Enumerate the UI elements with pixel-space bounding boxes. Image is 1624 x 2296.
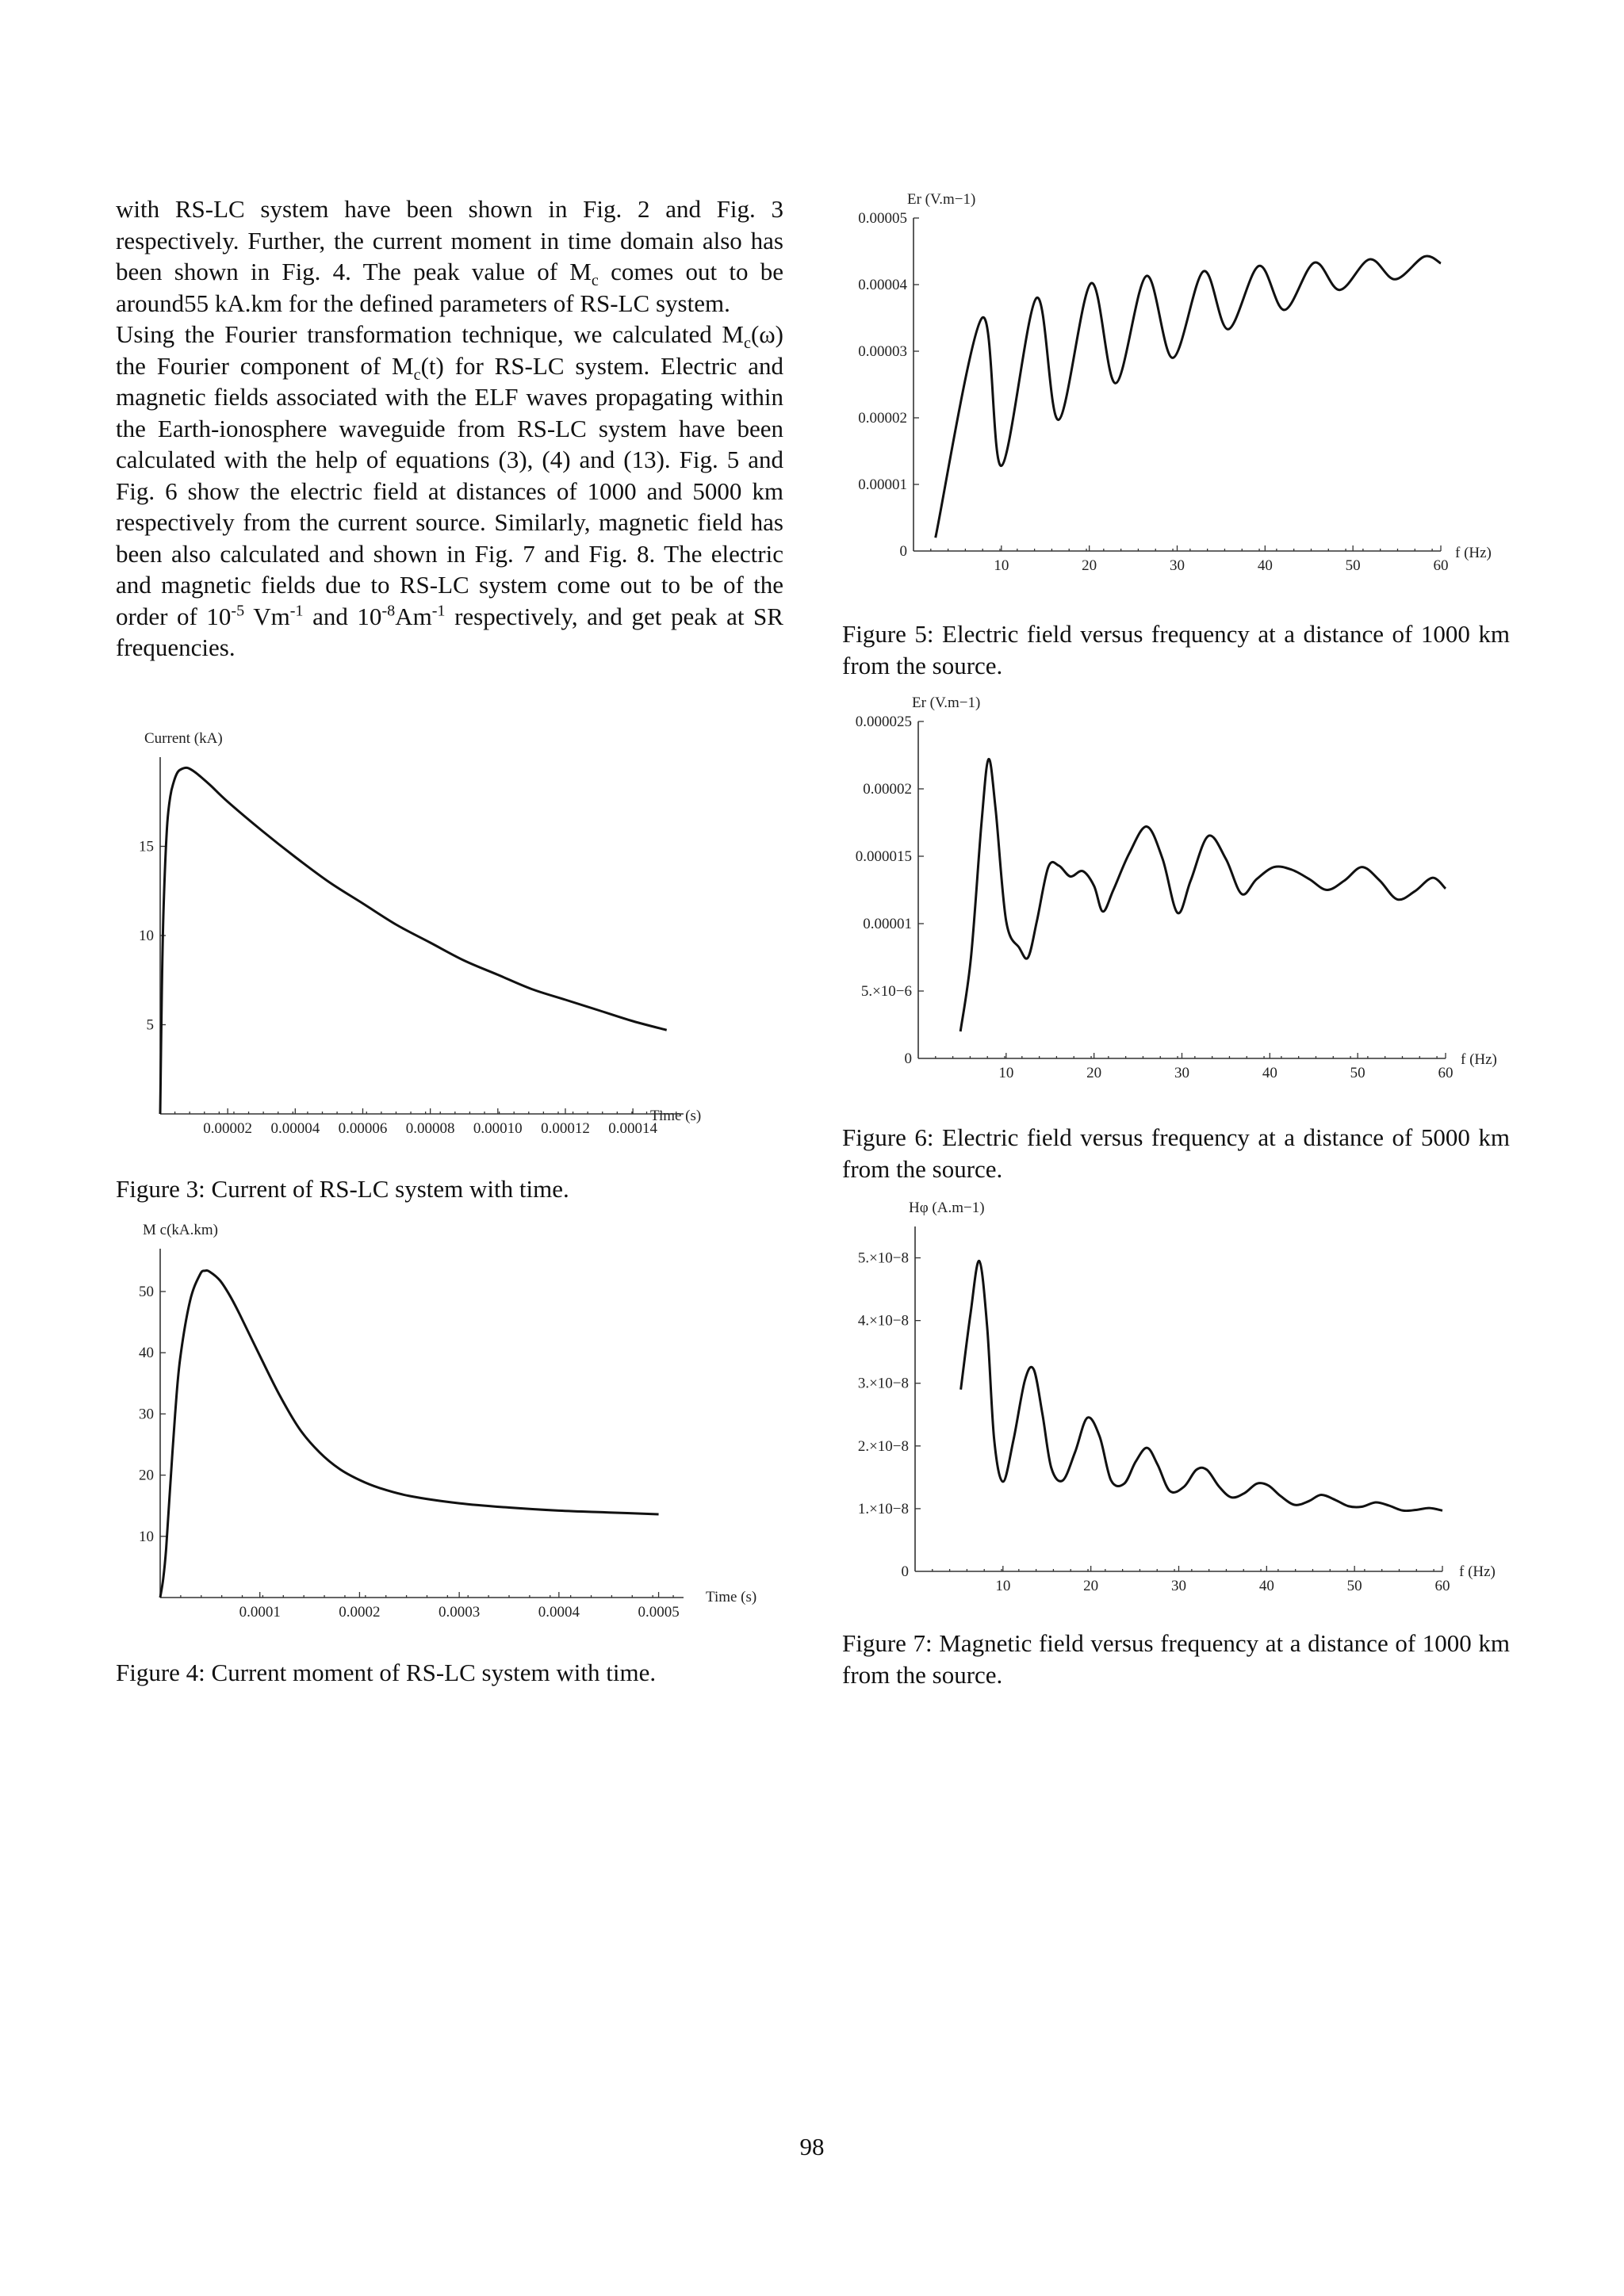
- y-axis-label: Hφ (A.m−1): [909, 1200, 985, 1216]
- text-run: Using the Fourier transformation technique, we calculated M: [116, 320, 744, 348]
- y-tick-label: 50: [139, 1284, 154, 1301]
- x-tick-label: 10: [994, 557, 1009, 574]
- y-tick-label: 10: [139, 1528, 154, 1545]
- text-run: (ω) the Fourier component of M: [116, 320, 783, 380]
- subscript: c: [413, 365, 421, 384]
- y-tick-label: 0.00005: [858, 210, 907, 227]
- x-tick-label: 0.0001: [239, 1604, 281, 1621]
- text-run: comes out to be around55 kA.km for the defined parameters of RS-LC system.: [116, 258, 783, 317]
- figure-7-chart: [841, 1200, 1530, 1594]
- figure-5-caption: Figure 5: Electric field versus frequency at a distance of 1000 km from the source.: [842, 620, 1510, 679]
- x-tick-label: 40: [1257, 557, 1273, 574]
- figure-6-chart: [841, 695, 1530, 1081]
- figure-4-svg: [103, 1222, 785, 1629]
- x-axis-label: f (Hz): [1459, 1563, 1496, 1580]
- body-text: [116, 193, 783, 664]
- x-axis-label: f (Hz): [1461, 1051, 1497, 1068]
- text-run: (t) for RS-LC system. Electric and magnetic fields associated with the ELF waves propagating within the Earth-ionosphere waveguide from RS-LC system have been calculated with the help of equations (3), (4) and (13). Fig. 5 and Fig. 6 show the electric field at distances of 1000 and 5000 km respectively from the current source. Similarly, magnetic field has been also calculated and shown in Fig. 7 and Fig. 8. The electric and magnetic fields due to RS-LC system come out to be of the order of 10: [116, 351, 783, 630]
- x-tick-label: 0.00008: [405, 1120, 455, 1137]
- x-tick-label: 40: [1258, 1578, 1274, 1594]
- figure-7-svg: [841, 1200, 1530, 1594]
- y-axis-label: Current (kA): [144, 730, 223, 747]
- y-axis-label: Er (V.m−1): [907, 191, 976, 208]
- x-tick-label: 30: [1171, 1578, 1186, 1594]
- superscript: -1: [289, 602, 304, 620]
- y-axis-label: M c(kA.km): [143, 1222, 218, 1238]
- y-tick-label: 1.×10−8: [857, 1500, 909, 1517]
- subscript: c: [591, 272, 599, 290]
- figure-5-chart: [841, 191, 1530, 583]
- figure-6-caption: Figure 6: Electric field versus frequency at a distance of 5000 km from the source.: [842, 1123, 1510, 1183]
- y-tick-label: 4.×10−8: [857, 1312, 909, 1330]
- y-tick-label: 20: [139, 1467, 154, 1484]
- x-tick-label: 30: [1174, 1065, 1189, 1081]
- superscript: -5: [231, 602, 245, 620]
- figure-3-chart: [103, 730, 785, 1169]
- series-line: [936, 256, 1441, 538]
- figure-3-svg: [103, 730, 785, 1169]
- figure-3-caption: Figure 3: Current of RS-LC system with time.: [116, 1175, 569, 1203]
- x-tick-label: 0.00012: [541, 1120, 590, 1137]
- paragraph-1: [116, 193, 783, 319]
- x-axis-label: f (Hz): [1455, 545, 1492, 561]
- series-line: [160, 1271, 659, 1598]
- series-line: [160, 767, 667, 1114]
- x-tick-label: 20: [1082, 557, 1097, 574]
- y-axis-label: Er (V.m−1): [912, 695, 981, 711]
- text-run: Vm: [244, 602, 290, 630]
- x-tick-label: 50: [1346, 1578, 1362, 1594]
- y-tick-label: 5: [146, 1016, 154, 1034]
- y-tick-label: 15: [139, 838, 154, 855]
- x-tick-label: 60: [1438, 1065, 1454, 1081]
- y-tick-label: 40: [139, 1345, 154, 1362]
- x-tick-label: 10: [998, 1065, 1014, 1081]
- series-line: [961, 1261, 1442, 1510]
- y-tick-label: 10: [139, 928, 154, 944]
- x-tick-label: 0.00006: [338, 1120, 388, 1137]
- y-tick-label: 0: [904, 1050, 912, 1067]
- x-tick-label: 60: [1433, 557, 1449, 574]
- y-tick-label: 0.00004: [858, 277, 907, 293]
- y-tick-label: 0.00002: [863, 781, 912, 798]
- superscript: -8: [381, 602, 396, 620]
- y-tick-label: 5.×10−6: [860, 983, 912, 1000]
- x-tick-label: 0.00014: [608, 1120, 658, 1137]
- x-tick-label: 0.0005: [638, 1604, 680, 1621]
- y-tick-label: 0.00001: [863, 916, 912, 932]
- figure-6-svg: [841, 695, 1530, 1081]
- x-tick-label: 50: [1345, 557, 1361, 574]
- y-tick-label: 0: [901, 1563, 909, 1580]
- y-tick-label: 0: [899, 543, 907, 560]
- x-axis-label: Time (s): [650, 1108, 702, 1124]
- y-tick-label: 30: [139, 1406, 154, 1423]
- page-number: 98: [799, 2133, 825, 2160]
- text-run: respectively, and get peak at SR frequencies.: [116, 602, 783, 661]
- text-run: and 10: [303, 602, 382, 630]
- x-tick-label: 60: [1434, 1578, 1450, 1594]
- x-tick-label: 0.00004: [270, 1120, 320, 1137]
- y-tick-label: 3.×10−8: [857, 1375, 909, 1392]
- figure-5-svg: [841, 191, 1530, 583]
- paragraph-2: [116, 319, 783, 664]
- y-tick-label: 5.×10−8: [857, 1249, 909, 1267]
- superscript: -1: [431, 602, 446, 620]
- x-tick-label: 50: [1350, 1065, 1365, 1081]
- x-tick-label: 0.0003: [439, 1604, 481, 1621]
- y-tick-label: 2.×10−8: [857, 1437, 909, 1455]
- x-tick-label: 40: [1262, 1065, 1277, 1081]
- y-tick-label: 0.00001: [858, 476, 907, 493]
- text-run: Am: [395, 602, 432, 630]
- text-run: with RS-LC system have been shown in Fig. 2 and Fig. 3 respectively. Further, the current moment in time domain also has been shown in Fig. 4. The peak value of M: [116, 195, 783, 285]
- y-tick-label: 0.00002: [858, 410, 907, 427]
- x-axis-label: Time (s): [706, 1589, 757, 1605]
- x-tick-label: 0.0002: [339, 1604, 381, 1621]
- x-tick-label: 30: [1170, 557, 1185, 574]
- x-tick-label: 20: [1086, 1065, 1102, 1081]
- series-line: [960, 759, 1446, 1031]
- figure-7-caption: Figure 7: Magnetic field versus frequency at a distance of 1000 km from the source.: [842, 1629, 1510, 1689]
- y-tick-label: 0.00003: [858, 343, 907, 360]
- x-tick-label: 0.00002: [203, 1120, 253, 1137]
- x-tick-label: 10: [995, 1578, 1011, 1594]
- y-tick-label: 0.000015: [855, 848, 912, 865]
- subscript: c: [743, 335, 751, 353]
- figure-4-chart: [103, 1222, 785, 1629]
- figure-4-caption: Figure 4: Current moment of RS-LC system with time.: [116, 1659, 657, 1686]
- x-tick-label: 20: [1083, 1578, 1099, 1594]
- x-tick-label: 0.00010: [473, 1120, 523, 1137]
- y-tick-label: 0.000025: [855, 714, 912, 730]
- x-tick-label: 0.0004: [538, 1604, 580, 1621]
